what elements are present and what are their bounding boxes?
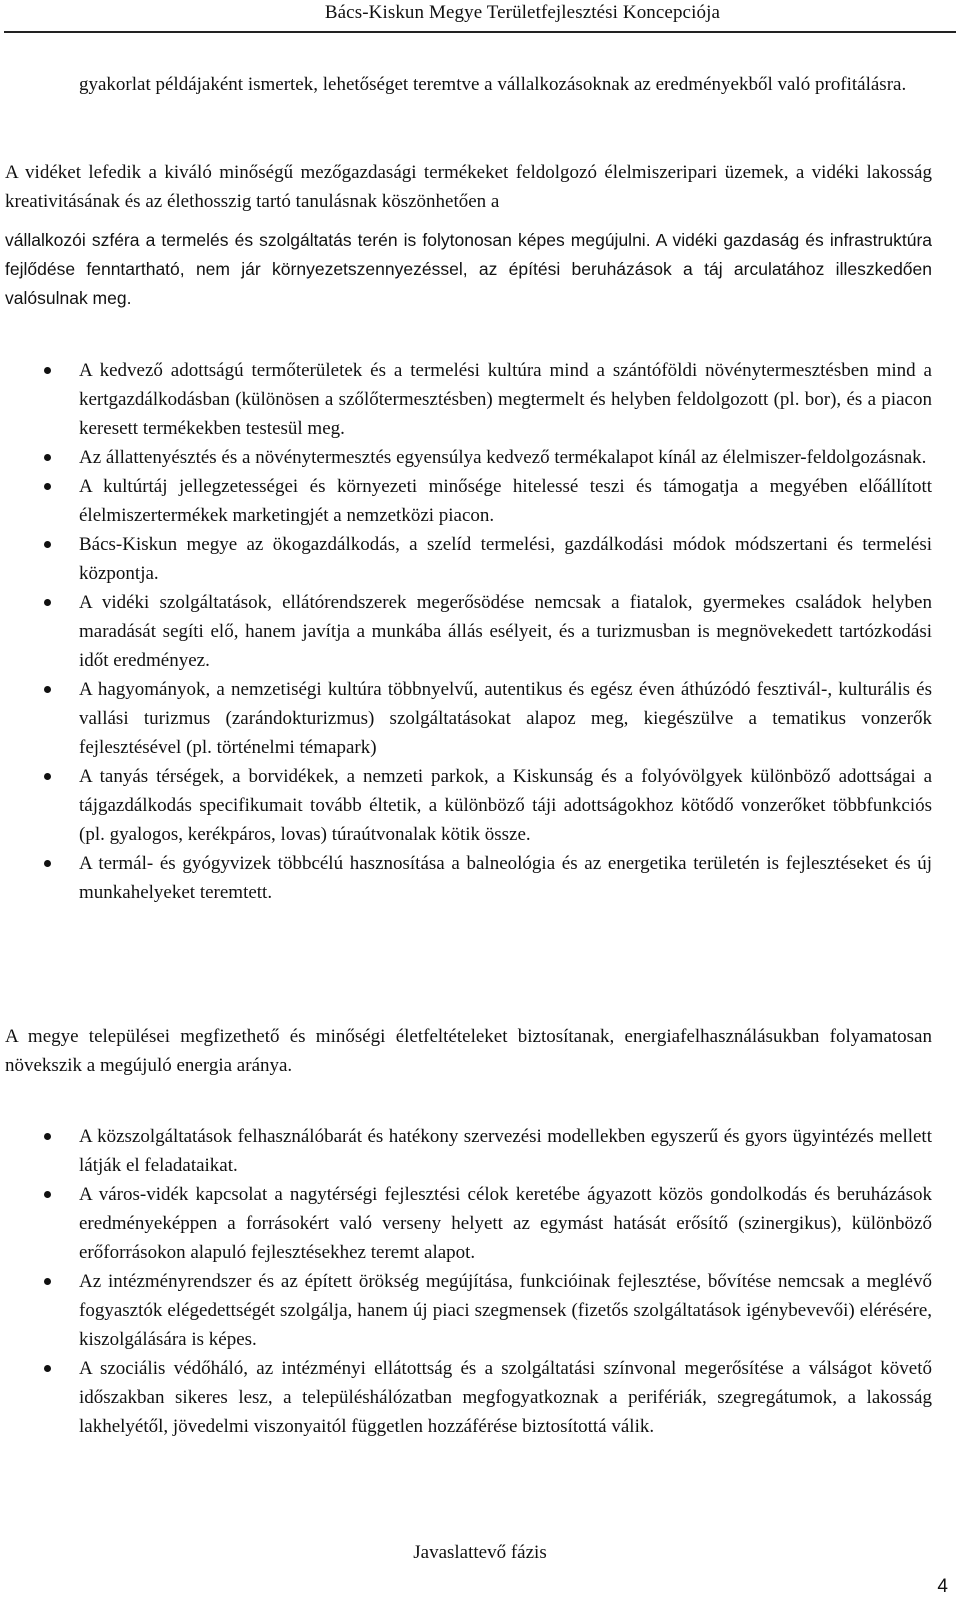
list-item-text: Az intézményrendszer és az épített örökség megújítása, funkcióinak fejlesztése, bővítése nemcsak a meglévő fogyasztók elégedettségét szolgálja, hanem új piaci szegmensek (fizetős szolgáltatások igénybevevői) elérésére, kiszolgálására is képes. — [79, 1271, 932, 1350]
page-number: 4 — [937, 1576, 948, 1597]
list-item — [0, 675, 932, 762]
list-item — [0, 530, 932, 588]
bullet-icon — [44, 1278, 51, 1285]
bullet-list-rural — [0, 356, 932, 907]
list-item-text: A kedvező adottságú termőterületek és a termelési kultúra mind a szántóföldi növénytermesztésben mind a kertgazdálkodásban (különösen a szőlőtermesztésben) megtermelt és helyben feldolgozott (pl. bor), és a piacon keresett termékekben testesül meg. — [79, 360, 932, 439]
list-item-text: A vidéki szolgáltatások, ellátórendszerek megerősödése nemcsak a fiatalok, gyermekes családok helyben maradását segíti elő, hanem javítja a munkába állás esélyeit, és a turizmusban is megnövekedett tartózkodási időt eredményez. — [79, 592, 932, 671]
paragraph-rural-sans: vállalkozói szféra a termelés és szolgáltatás terén is folytonosan képes megújulni. A vidéki gazdaság és infrastruktúra fejlődése fenntartható, nem jár környezetszennyezéssel, az építési beruházások a táj arculatához illeszkedően valósulnak meg. — [5, 230, 932, 308]
list-item-text: A kultúrtáj jellegzetességei és környezeti minősége hitelessé teszi és támogatja a megyében előállított élelmiszertermékek marketingjét a nemzetközi piacon. — [79, 476, 932, 526]
bullet-icon — [44, 541, 51, 548]
bullet-icon — [44, 1133, 51, 1140]
list-item-text: A hagyományok, a nemzetiségi kultúra többnyelvű, autentikus és egész éven áthúzódó fesztivál-, kulturális és vallási turizmus (zarándokturizmus) szolgáltatásokat alapoz meg, kiegészülve a tematikus vonzerők fejlesztésével (pl. történelmi témapark) — [79, 679, 932, 758]
bullet-icon — [44, 686, 51, 693]
bullet-icon — [44, 1191, 51, 1198]
bullet-icon — [44, 773, 51, 780]
list-item-text: Az állattenyésztés és a növénytermesztés egyensúlya kedvező termékalapot kínál az élelmiszer-feldolgozásnak. — [79, 447, 927, 468]
list-item — [0, 588, 932, 675]
list-item-text: A termál- és gyógyvizek többcélú hasznosítása a balneológia és az energetika területén is fejlesztéseket és új munkahelyeket teremtett. — [79, 853, 932, 903]
footer-phase: Javaslattevő fázis — [413, 1542, 547, 1563]
list-item — [0, 356, 932, 443]
bullet-list-services — [0, 1122, 932, 1441]
bullet-icon — [44, 860, 51, 867]
bullet-icon — [44, 599, 51, 606]
list-item — [0, 1267, 932, 1354]
bullet-icon — [44, 454, 51, 461]
paragraph-settlements: A megye települései megfizethető és minőségi életfeltételeket biztosítanak, energiafelhasználásukban folyamatosan növekszik a megújuló energia aránya. — [5, 1026, 932, 1076]
paragraph-rural-serif: A vidéket lefedik a kiváló minőségű mezőgazdasági termékeket feldolgozó élelmiszeripari üzemek, a vidéki lakosság kreativitásának és az élethosszig tartó tanulásnak köszönhetően a — [5, 162, 932, 212]
list-item — [0, 1354, 932, 1441]
bullet-icon — [44, 483, 51, 490]
list-item-text: A szociális védőháló, az intézményi ellátottság és a szolgáltatási színvonal megerősítése a válságot követő időszakban sikeres lesz, a településhálózatban megfogyatkoznak a perifériák, szegregátumok, a lakosság lakhelyétől, jövedelmi viszonyaitól független hozzáférése biztosítottá válik. — [79, 1358, 932, 1437]
list-item — [0, 762, 932, 849]
list-item-text: A város-vidék kapcsolat a nagytérségi fejlesztési célok keretébe ágyazott közös gondolkodás és beruházások eredményeképpen a forrásokért való verseny helyett az egymást hatását erősítő (szinergikus), különböző erőforrásokon alapuló fejlesztésekhez teremt alapot. — [79, 1184, 932, 1263]
bullet-icon — [44, 1365, 51, 1372]
list-item — [0, 472, 932, 530]
list-item — [0, 1180, 932, 1267]
list-item-text: A közszolgáltatások felhasználóbarát és hatékony szervezési modellekben egyszerű és gyors ügyintézés mellett látják el feladataikat. — [79, 1126, 932, 1176]
list-item — [0, 849, 932, 907]
header-divider — [4, 31, 956, 33]
paragraph-continuation: gyakorlat példájaként ismertek, lehetőséget teremtve a vállalkozásoknak az eredményekből való profitálásra. — [79, 74, 907, 95]
bullet-icon — [44, 367, 51, 374]
list-item — [0, 1122, 932, 1180]
document-title: Bács-Kiskun Megye Területfejlesztési Koncepciója — [324, 2, 720, 23]
list-item-text: A tanyás térségek, a borvidékek, a nemzeti parkok, a Kiskunság és a folyóvölgyek különböző adottságai a tájgazdálkodás specifikumait tovább éltetik, a különböző táji adottságokhoz kötődő vonzerőket többfunkciós (pl. gyalogos, kerékpáros, lovas) túraútvonalak kötik össze. — [79, 766, 932, 845]
page-header — [0, 0, 960, 33]
list-item-text: Bács-Kiskun megye az ökogazdálkodás, a szelíd termelési, gazdálkodási módok módszertani és termelési központja. — [79, 534, 932, 584]
list-item — [0, 443, 932, 472]
